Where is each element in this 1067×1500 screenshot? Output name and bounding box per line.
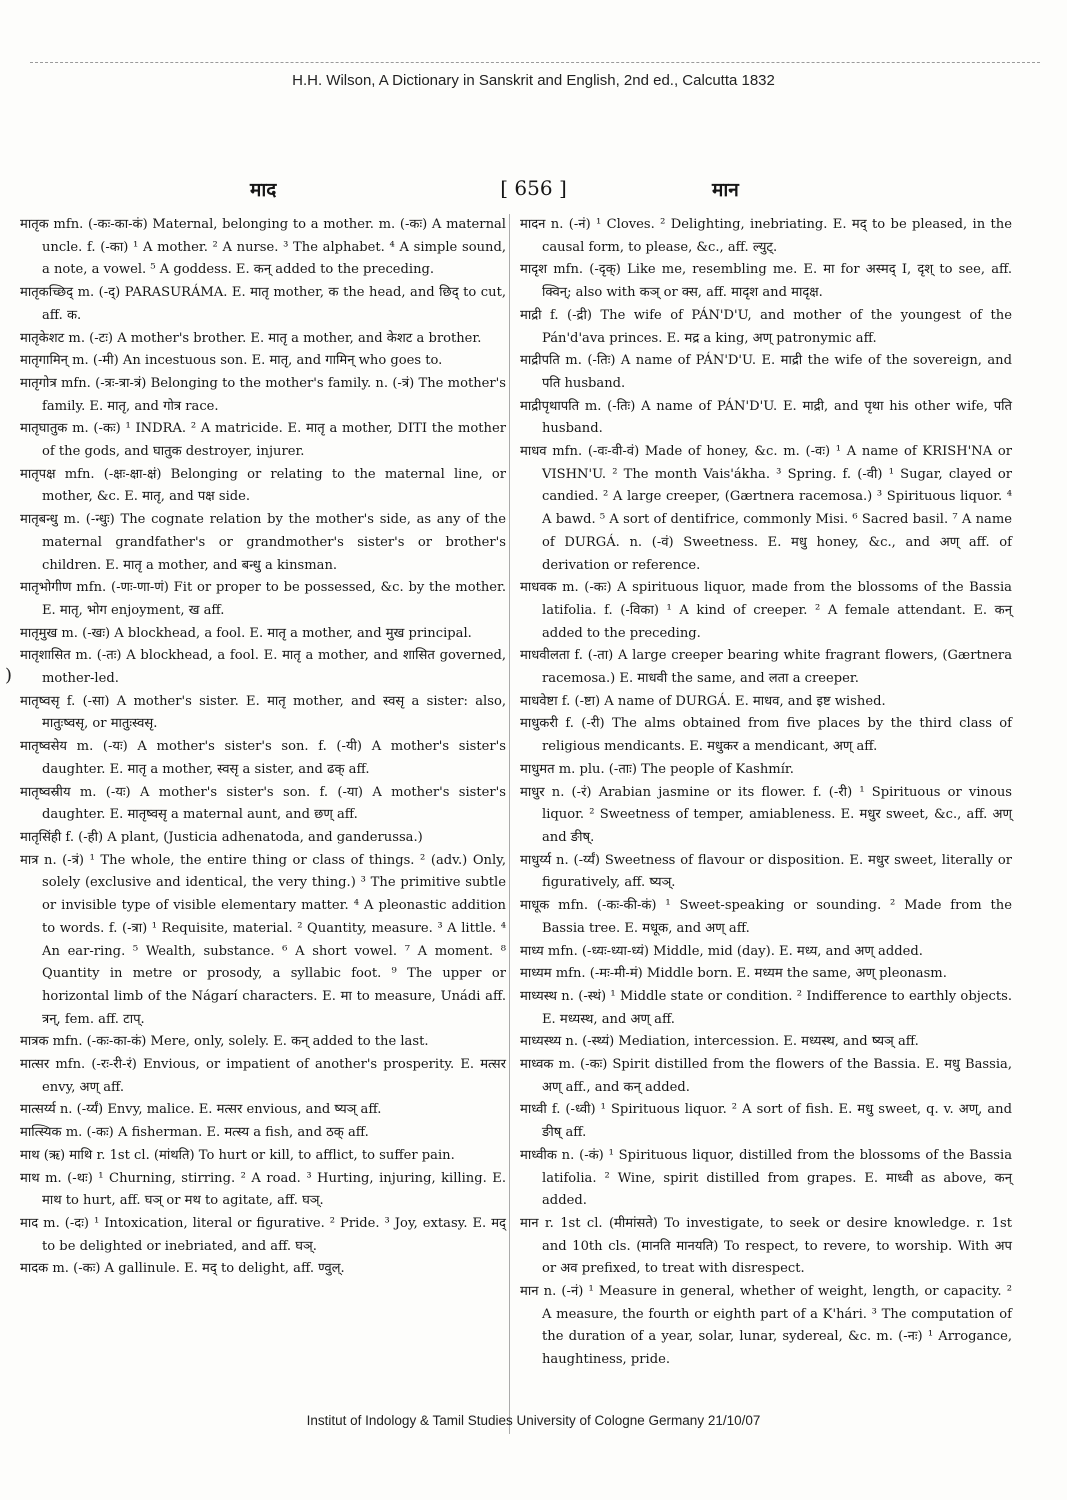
dictionary-entry: मातृभोगीण mfn. (-णः-णा-णं) Fit or proper to be possessed, &c. by the mother. E. मातृ, भोग enjoyment, ख aff.: [20, 580, 506, 618]
dictionary-entry: मान r. 1st cl. (मीमांसते) To investigate, to seek or desire knowledge. r. 1st and 10th cls. (मानति मानयति) To respect, to revere, to worship. With अप or अव prefixed, to treat with disrespect.: [520, 1215, 1012, 1277]
dictionary-entry: मादृश mfn. (-दृक्) Like me, resembling me. E. मा for अस्मद् I, दृश् to see, aff. क्विन्; also with कञ् or क्स, aff. मादृश and मादृक्ष.: [520, 262, 1012, 301]
dictionary-entry: मात्सर्य्य n. (-र्य्यं) Envy, malice. E. मत्सर envious, and ष्यञ् aff.: [20, 1102, 382, 1118]
dictionary-entry: मातृबन्धु m. (-न्धुः) The cognate relation by the mother's side, as any of the maternal grandfather's or grandmother's sister's or brother's children. E. मातृ a mother, and बन्धु a kinsman.: [20, 512, 506, 573]
dictionary-entry: माधवेष्टा f. (-ष्टा) A name of DURGÁ. E. माधव, and इष्ट wished.: [520, 693, 886, 709]
dictionary-entry: मातृष्वसेय m. (-यः) A mother's sister's son. f. (-यी) A mother's sister's daughter. E. मातृ a mother, स्वसृ a sister, and ढक् aff.: [20, 739, 506, 777]
dictionary-entry: मातृमुख m. (-खः) A blockhead, a fool. E. मातृ a mother, and मुख principal.: [20, 625, 472, 641]
footer-watermark: Institut of Indology & Tamil Studies University of Cologne Germany 21/10/07: [306, 1413, 761, 1428]
dictionary-entry: माधुमत m. plu. (-ताः) The people of Kashmír.: [520, 761, 794, 777]
dictionary-entry: मात्रक mfn. (-कः-का-कं) Mere, only, solely. E. कन् added to the last.: [20, 1034, 429, 1050]
source-line: H.H. Wilson, A Dictionary in Sanskrit and English, 2nd ed., Calcutta 1832: [292, 72, 775, 89]
dictionary-entry: माध्यस्थ n. (-स्थं) ¹ Middle state or condition. ² Indifference to earthly objects. E. मध्यस्थ, and अण् aff.: [520, 988, 1012, 1027]
dictionary-entry: माध्यम mfn. (-मः-मी-मं) Middle born. E. मध्यम the same, अण् pleonasm.: [520, 966, 947, 982]
dictionary-entry: मातृगामिन् m. (-मी) An incestuous son. E. मातृ, and गामिन् who goes to.: [20, 353, 443, 369]
dictionary-entry: माध्य mfn. (-ध्यः-ध्या-ध्यं) Middle, mid (day). E. मध्य, and अण् added.: [520, 943, 923, 959]
dictionary-entry: माथ m. (-थः) ¹ Churning, stirring. ² A road. ³ Hurting, injuring, killing. E. माथ to hurt, aff. घञ् or मथ to agitate, aff. घञ्.: [20, 1170, 506, 1209]
dictionary-entry: मातृष्वसृ f. (-सा) A mother's sister. E. मातृ mother, and स्वसृ a sister: also, मातुःष्वसृ, or मातुःस्वसृ.: [20, 693, 506, 732]
dictionary-entry: मातृघातुक m. (-कः) ¹ INDRA. ² A matricide. E. मातृ a mother, DITI the mother of the gods, and घातुक destroyer, injurer.: [20, 421, 506, 460]
dictionary-entry: मातृक mfn. (-कः-का-कं) Maternal, belonging to a mother. m. (-कः) A maternal uncle. f. (-का) ¹ A mother. ² A nurse. ³ The alphabet. ⁴ A simple sound, a note, a vowel. ⁵ A goddess. E. कन् added to the preceding.: [20, 217, 506, 278]
dictionary-entry: माधवीलता f. (-ता) A large creeper bearing white fragrant flowers, (Gærtnera racemosa.) E. माधवी the same, and लता a creeper.: [520, 648, 1012, 687]
margin-mark: ): [5, 665, 13, 686]
dictionary-entry: मातृकेशट m. (-टः) A mother's brother. E. मातृ a mother, and केशट a brother.: [20, 330, 482, 346]
dictionary-entry: माद्री f. (-द्री) The wife of PÁN'D'U, and mother of the youngest of the Pán'd'ava princes. E. मद्र a king, अण् patronymic aff.: [520, 307, 1012, 346]
dictionary-entry: माद्रीपति m. (-तिः) A name of PÁN'D'U. E. माद्री the wife of the sovereign, and पति husband.: [520, 353, 1012, 391]
running-head-right: मान: [712, 179, 739, 201]
running-head-left: माद: [250, 179, 277, 201]
right-column: [520, 214, 1012, 1372]
dictionary-entry: माधुकरी f. (-री) The alms obtained from five places by the third class of religious mendicants. E. मधुकर a mendicant, अण् aff.: [520, 716, 1012, 755]
dictionary-entry: मातृपक्ष mfn. (-क्षः-क्षा-क्षं) Belonging or relating to the maternal line, or mother, &c. E. मातृ, and पक्ष side.: [20, 466, 506, 505]
dictionary-entry: मात्सर mfn. (-रः-री-रं) Envious, or impatient of another's prosperity. E. मत्सर envy, अण् aff.: [20, 1057, 506, 1095]
dictionary-entry: माधव mfn. (-वः-वी-वं) Made of honey, &c. m. (-वः) ¹ A name of KRISH'NA or VISHN'U. ² The month Vais'ákha. ³ Spring. f. (-वी) ¹ Sugar, clayed or candied. ² A large creeper, (Gærtnera racemosa.) ³ Spirituous liquor. ⁴ A bawd. ⁵ A sort of dentifrice, commonly Misi. ⁶ Sacred basil. ⁷ A name of DURGÁ. n. (-वं) Sweetness. E. मधु honey, &c., and अण् aff. of derivation or reference.: [520, 444, 1012, 573]
dictionary-entry: माध्वीक n. (-कं) ¹ Spirituous liquor, distilled from the blossoms of the Bassia latifolia. ² Wine, spirit distilled from grapes. E. माध्वी as above, कन् added.: [520, 1147, 1012, 1209]
dictionary-entry: मातृकच्छिद् m. (-द्) PARASURÁMA. E. मातृ mother, क the head, and छिद् to cut, aff. क.: [20, 285, 506, 323]
dictionary-entry: माधुर n. (-रं) Arabian jasmine or its flower. f. (-री) ¹ Spirituous or vinous liquor. ² Sweetness of temper, amiableness. E. मधुर sweet, &c., aff. अण् and ङीष्.: [520, 784, 1012, 845]
dictionary-entry: मातृष्वस्रीय m. (-यः) A mother's sister's son. f. (-या) A mother's sister's daughter. E. मातृष्वसृ a maternal aunt, and छण् aff.: [20, 784, 506, 823]
dictionary-entry: माद m. (-दः) ¹ Intoxication, literal or figurative. ² Pride. ³ Joy, extasy. E. मद् to be delighted or inebriated, and aff. घञ्.: [20, 1215, 506, 1254]
dictionary-entry: माद्रीपृथापति m. (-तिः) A name of PÁN'D'U. E. माद्री, and पृथा his other wife, पति husband.: [520, 398, 1012, 437]
left-column: [20, 214, 506, 1281]
dictionary-entry: मातृशासित m. (-तः) A blockhead, a fool. E. मातृ a mother, and शासित governed, mother-led.: [20, 648, 506, 687]
dictionary-entry: मात्र n. (-त्रं) ¹ The whole, the entire thing or class of things. ² (adv.) Only, solely (exclusive and identical, the very thing.) ³ The primitive subtle or invisible type of visible elementary matter. ⁴ A pleonastic addition to words. f. (-त्रा) ¹ Requisite, material. ² Quantity, measure. ³ A little. ⁴ An ear-ring. ⁵ Wealth, substance. ⁶ A short vowel. ⁷ A moment. ⁸ Quantity in metre or prosody, a syllabic foot. ⁹ The upper or horizontal limb of the Nágarí characters. E. मा to measure, Unádi aff. त्रन्, fem. aff. टाप्.: [20, 852, 506, 1027]
dictionary-entry: मातृसिंही f. (-ही) A plant, (Justicia adhenatoda, and ganderussa.): [20, 829, 423, 845]
dictionary-entry: माध्वक m. (-कः) Spirit distilled from the flowers of the Bassia. E. मधु Bassia, अण् aff., and कन् added.: [520, 1057, 1012, 1095]
dictionary-entry: माधूक mfn. (-कः-की-कं) ¹ Sweet-speaking or sounding. ² Made from the Bassia tree. E. मधूक, and अण् aff.: [520, 898, 1012, 936]
dictionary-entry: मादक m. (-कः) A gallinule. E. मद् to delight, aff. ण्वुल्.: [20, 1261, 345, 1277]
dictionary-entry: माधवक m. (-कः) A spirituous liquor, made from the blossoms of the Bassia latifolia. f. (-विका) ¹ A kind of creeper. ² A female attendant. E. कन् added to the preceding.: [520, 580, 1012, 641]
dictionary-entry: मातृगोत्र mfn. (-त्रः-त्रा-त्रं) Belonging to the mother's family. n. (-त्रं) The mother's family. E. मातृ, and गोत्र race.: [20, 375, 506, 414]
dictionary-entry: मात्स्यिक m. (-कः) A fisherman. E. मत्स्य a fish, and ठक् aff.: [20, 1125, 369, 1141]
top-scan-line: [30, 62, 1040, 63]
dictionary-entry: माध्यस्थ्य n. (-स्थ्यं) Mediation, intercession. E. मध्यस्थ, and ष्यञ् aff.: [520, 1034, 919, 1050]
page-number: [ 656 ]: [500, 176, 567, 200]
dictionary-entry: माथ (ऋ) माथि r. 1st cl. (मांथति) To hurt or kill, to afflict, to suffer pain.: [20, 1147, 455, 1163]
dictionary-entry: मादन n. (-नं) ¹ Cloves. ² Delighting, inebriating. E. मद् to be pleased, in the causal form, to please, &c., aff. ल्युट्.: [520, 217, 1012, 255]
dictionary-entry: मान n. (-नं) ¹ Measure in general, whether of weight, length, or capacity. ² A measure, the fourth or eighth part of a K'hári. ³ The computation of the duration of a year, solar, lunar, sydereal, &c. m. (-नः) ¹ Arrogance, haughtiness, pride.: [520, 1284, 1012, 1368]
column-divider: [509, 214, 510, 1434]
dictionary-entry: माध्वी f. (-ध्वी) ¹ Spirituous liquor. ² A sort of fish. E. मधु sweet, q. v. अण्, and ङीष् aff.: [520, 1102, 1012, 1141]
dictionary-entry: माधुर्य्य n. (-र्य्यं) Sweetness of flavour or disposition. E. मधुर sweet, literally or figuratively, aff. ष्यञ्.: [520, 852, 1012, 891]
